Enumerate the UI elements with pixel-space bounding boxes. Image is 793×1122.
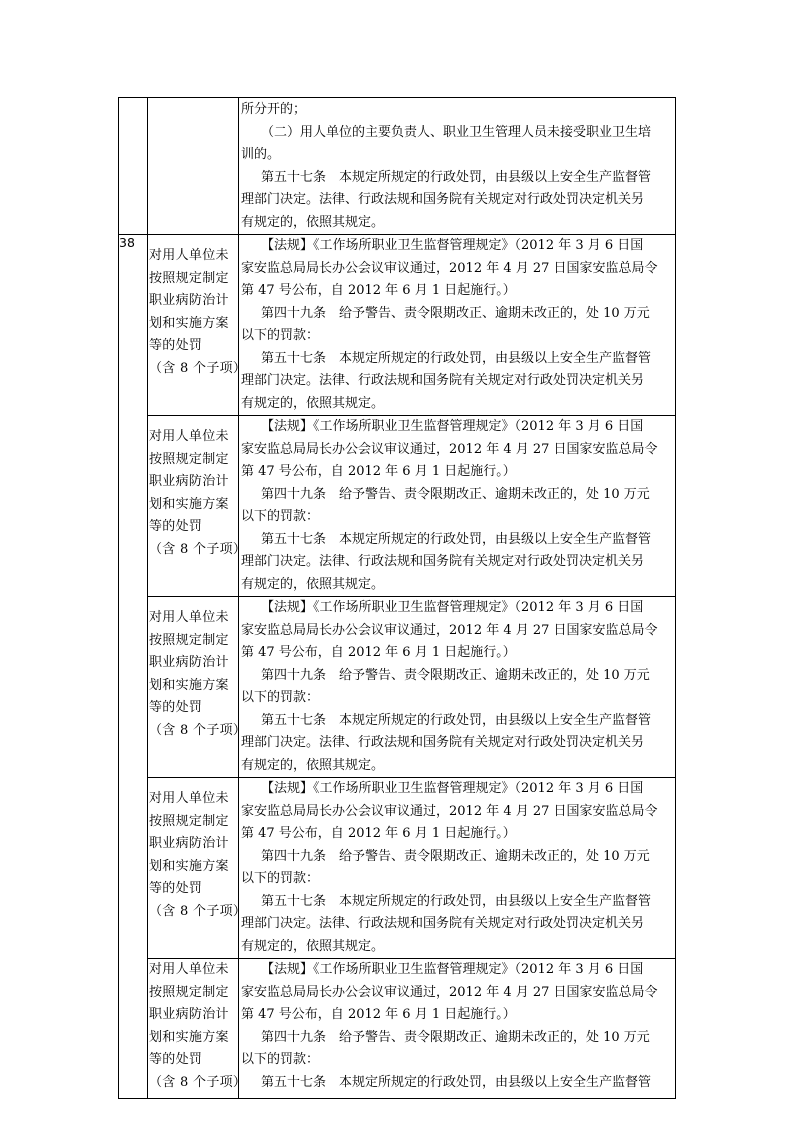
legal-basis-line: 家安监总局局长办公会议审议通过，2012 年 4 月 27 日国家安监总局令 bbox=[241, 622, 658, 638]
legal-basis-line: 家安监总局局长办公会议审议通过，2012 年 4 月 27 日国家安监总局令 bbox=[241, 803, 658, 819]
table-row bbox=[119, 778, 676, 959]
legal-basis-line: 第 47 号公布，自 2012 年 6 月 1 日起施行。） bbox=[241, 1007, 516, 1022]
legal-basis-line: 第五十七条 本规定所规定的行政处罚，由县级以上安全生产监督管 bbox=[261, 893, 652, 909]
legal-basis-cell bbox=[239, 416, 676, 597]
legal-basis-line: 第 47 号公布，自 2012 年 6 月 1 日起施行。） bbox=[241, 283, 516, 298]
item-name-line: 等的处罚 bbox=[149, 519, 203, 534]
row-number: 38 bbox=[119, 235, 135, 250]
legal-basis-line: 【法规】《工作场所职业卫生监督管理规定》（2012 年 3 月 6 日国 bbox=[261, 238, 644, 253]
item-name-line: （含 8 个子项） bbox=[149, 360, 247, 376]
item-name-line: 等的处罚 bbox=[149, 1052, 203, 1067]
legal-basis-line: 【法规】《工作场所职业卫生监督管理规定》（2012 年 3 月 6 日国 bbox=[261, 600, 644, 615]
item-name-line: 划和实施方案 bbox=[149, 496, 229, 512]
legal-basis-line: 第四十九条 给予警告、责令限期改正、逾期未改正的，处 10 万元 bbox=[261, 667, 650, 683]
legal-basis-line: 理部门决定。法律、行政法规和国务院有关规定对行政处罚决定机关另 bbox=[241, 735, 645, 750]
item-name-line: 等的处罚 bbox=[149, 700, 203, 715]
legal-basis-cell bbox=[239, 959, 676, 1099]
legal-basis-line: 有规定的，依照其规定。 bbox=[241, 757, 385, 773]
legal-basis-line: 家安监总局局长办公会议审议通过，2012 年 4 月 27 日国家安监总局令 bbox=[241, 984, 658, 1000]
legal-basis-line: 有规定的，依照其规定。 bbox=[241, 938, 385, 954]
legal-basis-line: 第五十七条 本规定所规定的行政处罚，由县级以上安全生产监督管 bbox=[261, 712, 652, 728]
table-row bbox=[119, 959, 676, 1099]
item-name-line: 按照规定制定 bbox=[149, 813, 229, 829]
item-name-line: 职业病防治计 bbox=[149, 836, 229, 851]
item-name-line: （含 8 个子项） bbox=[149, 541, 247, 557]
legal-basis-cell bbox=[239, 597, 676, 778]
item-name-cell bbox=[148, 778, 247, 959]
item-name-line: 按照规定制定 bbox=[149, 451, 229, 467]
legal-basis-line: 第 47 号公布，自 2012 年 6 月 1 日起施行。） bbox=[241, 645, 516, 660]
item-name-line: 按照规定制定 bbox=[149, 984, 229, 1000]
table-row bbox=[119, 597, 676, 778]
row-number-cell-top bbox=[119, 98, 148, 235]
item-name-line: 按照规定制定 bbox=[149, 632, 229, 648]
item-name-line: 职业病防治计 bbox=[149, 293, 229, 308]
legal-basis-line: 以下的罚款： bbox=[241, 1052, 320, 1067]
item-name-line: 划和实施方案 bbox=[149, 677, 229, 693]
legal-basis-line: 第五十七条 本规定所规定的行政处罚，由县级以上安全生产监督管 bbox=[261, 1074, 652, 1090]
item-name-line: 划和实施方案 bbox=[149, 315, 229, 331]
item-name-line: 划和实施方案 bbox=[149, 858, 229, 874]
item-name-line: （含 8 个子项） bbox=[149, 1074, 247, 1090]
content-line: （二）用人单位的主要负责人、职业卫生管理人员未接受职业卫生培 bbox=[261, 124, 652, 140]
legal-basis-line: 理部门决定。法律、行政法规和国务院有关规定对行政处罚决定机关另 bbox=[241, 373, 645, 388]
legal-basis-line: 理部门决定。法律、行政法规和国务院有关规定对行政处罚决定机关另 bbox=[241, 916, 645, 931]
legal-basis-line: 第五十七条 本规定所规定的行政处罚，由县级以上安全生产监督管 bbox=[261, 350, 652, 366]
legal-basis-line: 【法规】《工作场所职业卫生监督管理规定》（2012 年 3 月 6 日国 bbox=[261, 962, 644, 977]
item-name-line: 职业病防治计 bbox=[149, 1007, 229, 1022]
item-name-line: 等的处罚 bbox=[149, 881, 203, 896]
legal-basis-line: 第四十九条 给予警告、责令限期改正、逾期未改正的，处 10 万元 bbox=[261, 305, 650, 321]
legal-basis-line: 家安监总局局长办公会议审议通过，2012 年 4 月 27 日国家安监总局令 bbox=[241, 260, 658, 276]
item-name-cell bbox=[148, 235, 247, 416]
legal-basis-line: 以下的罚款： bbox=[241, 871, 320, 886]
item-cell-top bbox=[148, 98, 239, 235]
item-name-line: （含 8 个子项） bbox=[149, 722, 247, 738]
content-line: 训的。 bbox=[241, 147, 281, 162]
legal-basis-line: 有规定的，依照其规定。 bbox=[241, 395, 385, 411]
table-row bbox=[119, 235, 676, 416]
content-line: 理部门决定。法律、行政法规和国务院有关规定对行政处罚决定机关另 bbox=[241, 192, 645, 207]
item-name-line: 划和实施方案 bbox=[149, 1029, 229, 1045]
item-name-line: 对用人单位未 bbox=[149, 429, 229, 444]
content-cell-intro bbox=[239, 98, 676, 235]
item-name-line: 按照规定制定 bbox=[149, 270, 229, 286]
legal-basis-line: 理部门决定。法律、行政法规和国务院有关规定对行政处罚决定机关另 bbox=[241, 554, 645, 569]
item-name-cell bbox=[148, 597, 247, 778]
legal-basis-line: 家安监总局局长办公会议审议通过，2012 年 4 月 27 日国家安监总局令 bbox=[241, 441, 658, 457]
legal-basis-line: 第五十七条 本规定所规定的行政处罚，由县级以上安全生产监督管 bbox=[261, 531, 652, 547]
item-name-line: 等的处罚 bbox=[149, 338, 203, 353]
item-name-line: 职业病防治计 bbox=[149, 474, 229, 489]
row-number-cell bbox=[119, 235, 148, 1099]
content-line: 所分开的； bbox=[241, 102, 307, 117]
legal-basis-line: 以下的罚款： bbox=[241, 690, 320, 705]
table-row-intro bbox=[119, 98, 676, 235]
legal-basis-cell bbox=[239, 235, 676, 416]
item-name-line: （含 8 个子项） bbox=[149, 903, 247, 919]
content-line: 有规定的，依照其规定。 bbox=[241, 214, 385, 230]
item-name-line: 对用人单位未 bbox=[149, 791, 229, 806]
legal-basis-line: 第四十九条 给予警告、责令限期改正、逾期未改正的，处 10 万元 bbox=[261, 848, 650, 864]
item-name-cell bbox=[148, 416, 247, 597]
legal-basis-line: 第 47 号公布，自 2012 年 6 月 1 日起施行。） bbox=[241, 464, 516, 479]
legal-basis-line: 有规定的，依照其规定。 bbox=[241, 576, 385, 592]
legal-basis-line: 【法规】《工作场所职业卫生监督管理规定》（2012 年 3 月 6 日国 bbox=[261, 419, 644, 434]
penalty-table bbox=[118, 97, 676, 1099]
item-name-line: 职业病防治计 bbox=[149, 655, 229, 670]
legal-basis-line: 第四十九条 给予警告、责令限期改正、逾期未改正的，处 10 万元 bbox=[261, 486, 650, 502]
legal-basis-cell bbox=[239, 778, 676, 959]
item-name-line: 对用人单位未 bbox=[149, 248, 229, 263]
item-name-line: 对用人单位未 bbox=[149, 962, 229, 977]
legal-basis-line: 【法规】《工作场所职业卫生监督管理规定》（2012 年 3 月 6 日国 bbox=[261, 781, 644, 796]
table-row bbox=[119, 416, 676, 597]
legal-basis-line: 以下的罚款： bbox=[241, 509, 320, 524]
legal-basis-line: 第 47 号公布，自 2012 年 6 月 1 日起施行。） bbox=[241, 826, 516, 841]
legal-basis-line: 第四十九条 给予警告、责令限期改正、逾期未改正的，处 10 万元 bbox=[261, 1029, 650, 1045]
legal-basis-line: 以下的罚款： bbox=[241, 328, 320, 343]
content-line: 第五十七条 本规定所规定的行政处罚，由县级以上安全生产监督管 bbox=[261, 169, 652, 185]
item-name-line: 对用人单位未 bbox=[149, 610, 229, 625]
item-name-cell bbox=[148, 959, 247, 1099]
